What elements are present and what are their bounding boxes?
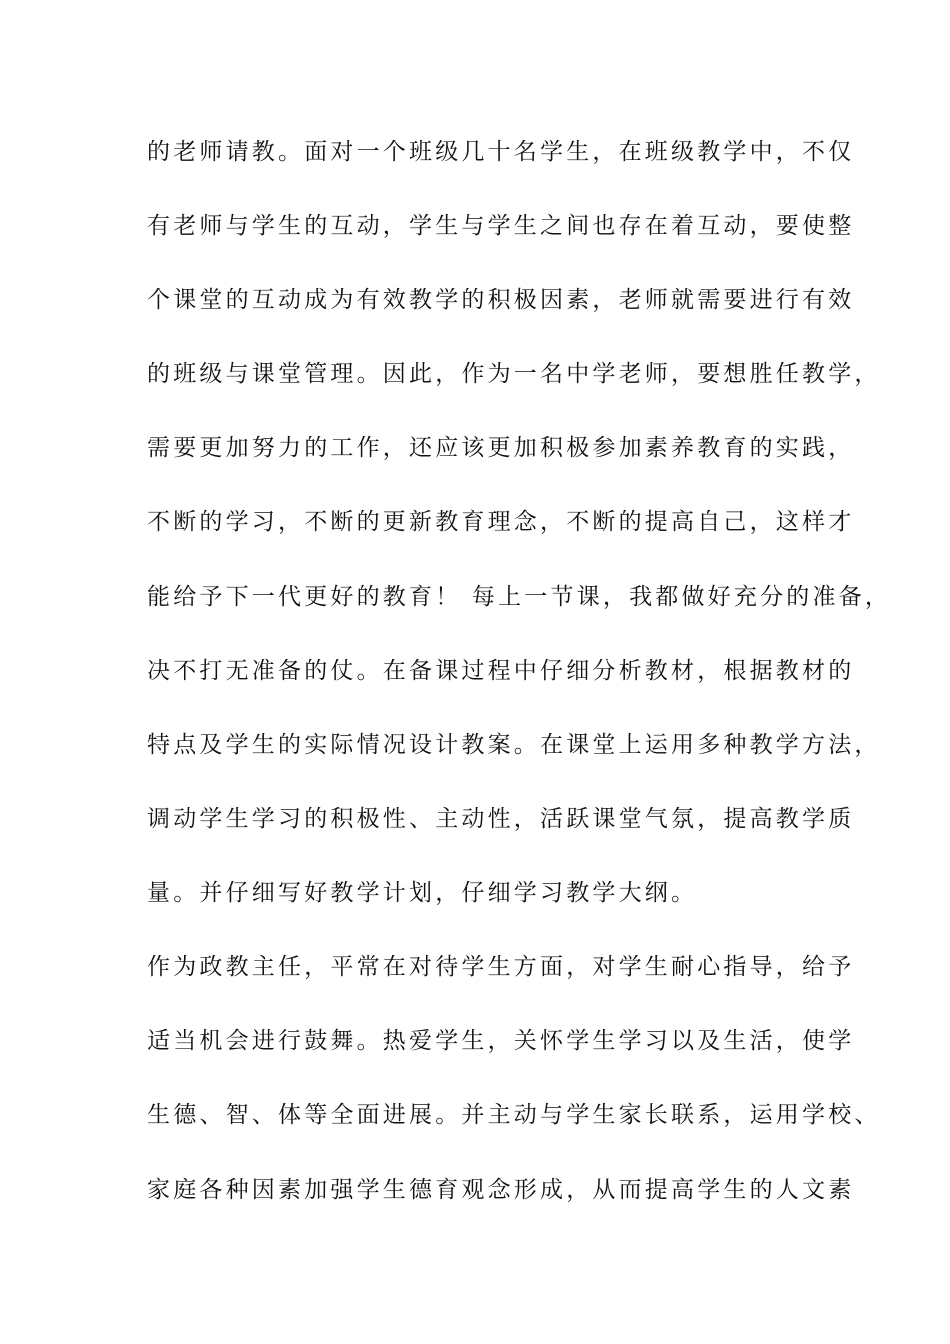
text-line: 的班级与课堂管理。因此，作为一名中学老师，要想胜任教学， <box>147 361 881 387</box>
text-line: 量。并仔细写好教学计划，仔细学习教学大纲。 <box>147 880 698 906</box>
text-line: 决不打无准备的仗。在备课过程中仔细分析教材，根据教材的 <box>147 658 855 684</box>
text-line: 生德、智、体等全面进展。并主动与学生家长联系，运用学校、 <box>147 1102 881 1128</box>
text-line: 有老师与学生的互动，学生与学生之间也存在着互动，要使整 <box>147 213 855 239</box>
text-line: 家庭各种因素加强学生德育观念形成，从而提高学生的人文素 <box>147 1177 855 1203</box>
text-line: 特点及学生的实际情况设计教案。在课堂上运用多种教学方法， <box>147 732 881 758</box>
text-line: 的老师请教。面对一个班级几十名学生，在班级教学中，不仅 <box>147 139 855 165</box>
text-line: 个课堂的互动成为有效教学的积极因素，老师就需要进行有效 <box>147 287 855 313</box>
text-line: 需要更加努力的工作，还应该更加积极参加素养教育的实践， <box>147 435 855 461</box>
text-line: 能给予下一代更好的教育！ 每上一节课，我都做好充分的准备， <box>147 584 892 610</box>
text-line: 调动学生学习的积极性、主动性，活跃课堂气氛，提高教学质 <box>147 806 855 832</box>
text-line: 不断的学习，不断的更新教育理念，不断的提高自己，这样才 <box>147 509 855 535</box>
text-line: 适当机会进行鼓舞。热爱学生，关怀学生学习以及生活，使学 <box>147 1028 855 1054</box>
text-line: 作为政教主任，平常在对待学生方面，对学生耐心指导，给予 <box>147 954 855 980</box>
